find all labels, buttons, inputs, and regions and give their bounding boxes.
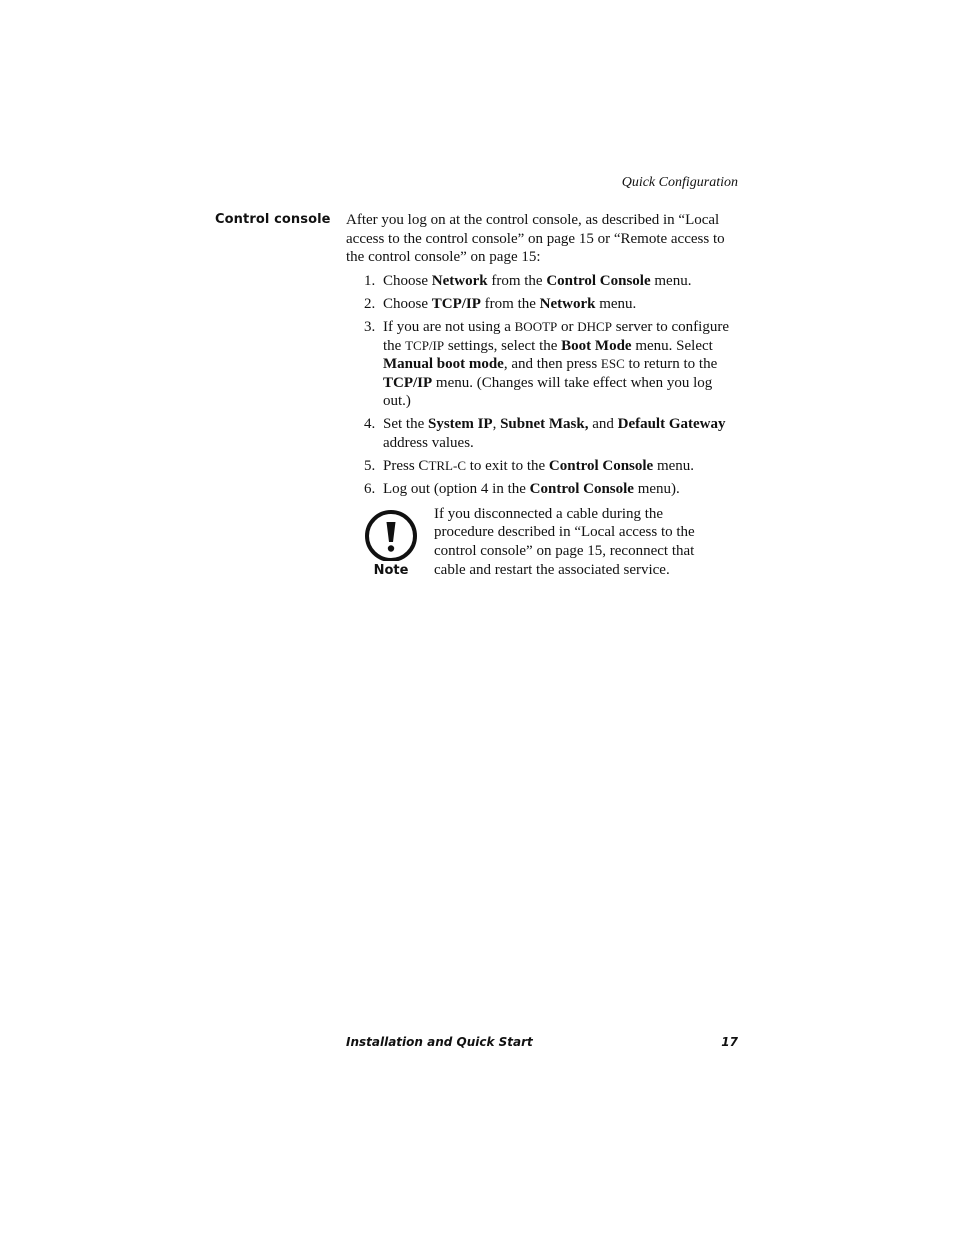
step-3 — [346, 318, 738, 411]
step-text: Choose TCP/IP from the Network menu. — [383, 295, 637, 312]
section-heading: Control console — [215, 212, 331, 227]
step-6 — [346, 480, 738, 499]
step-1 — [346, 272, 738, 291]
step-text: Choose Network from the Control Console menu. — [383, 272, 692, 289]
footer-title: Installation and Quick Start — [346, 1035, 533, 1049]
step-text: If you are not using a BOOTP or DHCP server to configure the TCP/IP settings, select the Boot Mode menu. Select Manual boot mode, and then press ESC to return to the TCP/IP menu. (Changes will take effect when you log out.) — [383, 318, 729, 410]
page-number: 17 — [721, 1035, 738, 1049]
step-text: Log out (option 4 in the Control Console menu). — [383, 481, 680, 498]
step-number: 6. — [364, 481, 376, 498]
step-text: Press CTRL-C to exit to the Control Console menu. — [383, 458, 695, 475]
step-number: 5. — [364, 458, 376, 475]
note-label: Note — [373, 562, 409, 578]
exclamation-circle-icon — [363, 509, 419, 561]
note-callout — [346, 505, 738, 595]
step-number: 4. — [364, 416, 376, 433]
note-icon-group — [363, 509, 419, 579]
step-number: 1. — [364, 272, 376, 289]
note-text: If you disconnected a cable during the procedure described in “Local access to the control console” on page 15, reconnect that cable and restart the associated service. — [434, 505, 695, 578]
step-2 — [346, 295, 738, 314]
intro-paragraph: After you log on at the control console, as described in “Local access to the control console” on page 15 or “Remote access to the control console” on page 15: — [346, 212, 725, 266]
running-header: Quick Configuration — [621, 175, 738, 190]
steps-list — [346, 272, 738, 499]
body-column — [346, 211, 738, 595]
step-4 — [346, 415, 738, 452]
step-5 — [346, 457, 738, 476]
step-number: 3. — [364, 318, 376, 335]
step-number: 2. — [364, 295, 376, 312]
step-text: Set the System IP, Subnet Mask, and Default Gateway address values. — [383, 416, 726, 452]
